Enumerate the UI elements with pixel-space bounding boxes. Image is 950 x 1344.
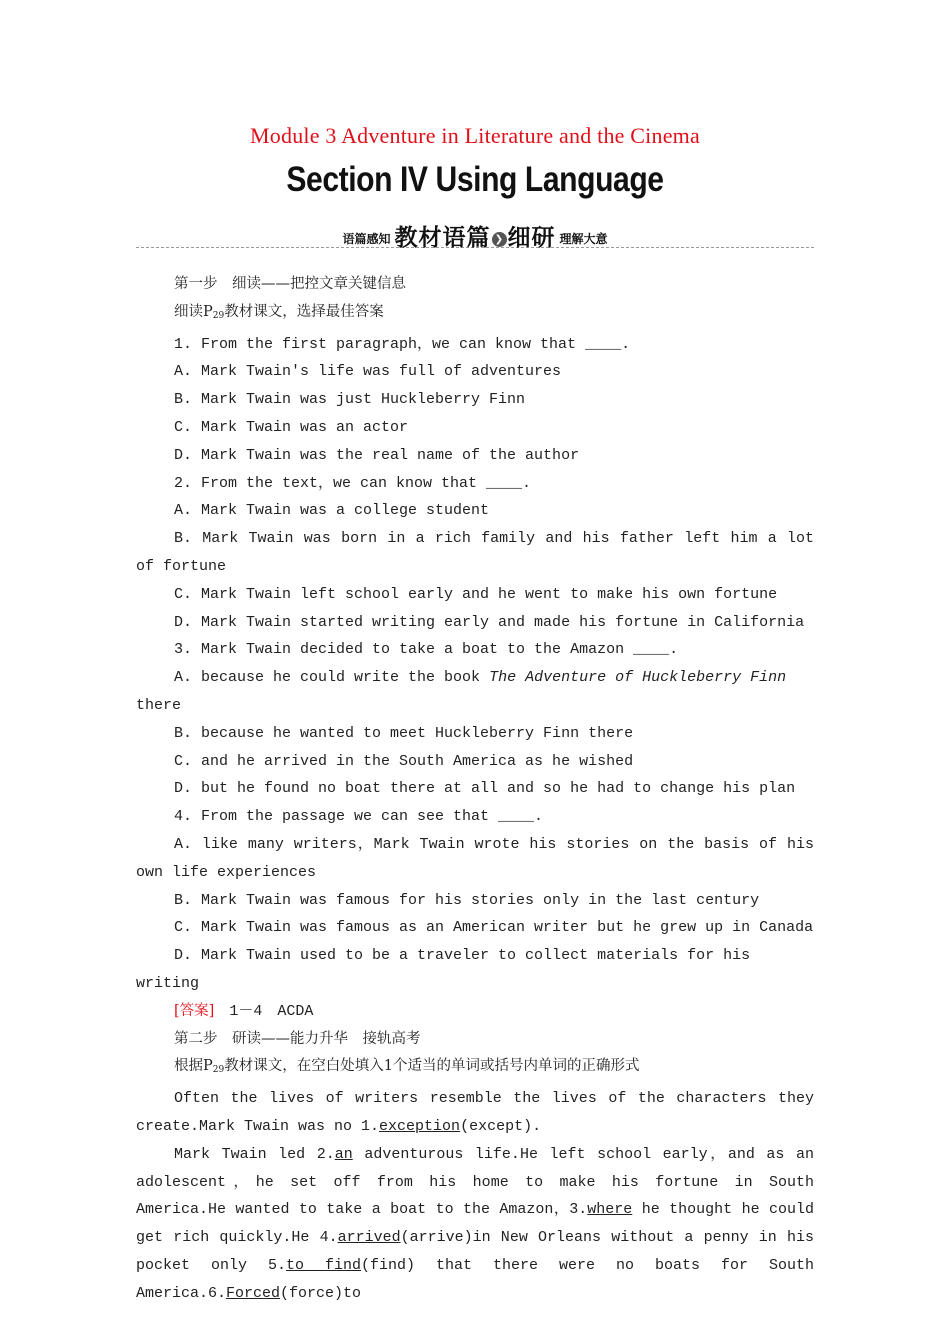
banner-left-label: 语篇感知	[342, 232, 391, 246]
q4-option-c: C. Mark Twain was famous as an American writer but he grew up in Canada	[174, 919, 814, 937]
main-content	[136, 271, 814, 1307]
q2-stem: 2. From the text，we can know that ____.	[174, 474, 532, 492]
step2-title: 第二步 研读——能力升华 接轨高考	[174, 1030, 421, 1047]
blank-5-answer: to find	[286, 1256, 361, 1274]
q2-option-a: A. Mark Twain was a college student	[174, 502, 490, 520]
q4-option-b: B. Mark Twain was famous for his stories only in the last century	[174, 891, 760, 909]
answer-text: 1－4 ACDA	[229, 1002, 314, 1020]
blank-1-answer: exception	[379, 1117, 461, 1135]
arrow-right-icon: ❯	[492, 232, 507, 247]
passage-paragraph-2: Mark Twain led 2.an adventurous life.He left school early，and as an adolescent，he set off from his home to make his fortune in South America.He wanted to take a boat to the Amazon，3.where he thought he could get rich quickly.He 4.arrived(arrive)in New Orleans without a penny in his pocket only 5.to find(find) that there were no boats for South America.6.Forced(force)to	[136, 1145, 815, 1302]
module-title: Module 3 Adventure in Literature and the Cinema	[250, 123, 700, 148]
q3-option-b: B. because he wanted to meet Huckleberry Finn there	[174, 724, 634, 742]
q3-option-a: A. because he could write the book The Adventure of Huckleberry Finn there	[136, 669, 787, 714]
blank-2-answer: an	[334, 1145, 353, 1163]
answer-label: [答案]	[174, 1002, 215, 1019]
banner-main-label-a: 教材语篇	[394, 225, 491, 251]
banner-main-label-b: 细研	[507, 225, 556, 251]
q1-option-a: A. Mark Twain's life was full of adventures	[174, 363, 562, 381]
q4-stem: 4. From the passage we can see that ____.	[174, 808, 544, 826]
section-title: Section IV Using Language	[286, 160, 664, 199]
q2-option-c: C. Mark Twain left school early and he went to make his own fortune	[174, 585, 778, 603]
q1-option-b: B. Mark Twain was just Huckleberry Finn	[174, 391, 526, 409]
answer-line	[136, 998, 814, 1026]
section-banner	[136, 219, 814, 253]
book-title: The Adventure of Huckleberry Finn	[489, 669, 787, 687]
q3-option-d: D. but he found no boat there at all and so he had to change his plan	[174, 780, 796, 798]
q1-stem: 1. From the first paragraph，we can know that ____.	[174, 335, 631, 353]
blank-3-answer: where	[587, 1201, 633, 1219]
q2-option-b: B. Mark Twain was born in a rich family and his father left him a lot of fortune	[136, 530, 814, 575]
q1-option-c: C. Mark Twain was an actor	[174, 418, 409, 436]
q4-option-d: D. Mark Twain used to be a traveler to collect materials for his writing	[136, 947, 751, 992]
step1-title: 第一步 细读——把控文章关键信息	[174, 276, 406, 292]
blank-4-answer: arrived	[337, 1229, 401, 1247]
blank-6-answer: Forced	[226, 1284, 281, 1302]
q3-stem: 3. Mark Twain decided to take a boat to the Amazon ____.	[174, 641, 679, 659]
step2-instruction: 根据$P_{29}$教材课文，在空白处填入1个适当的单词或括号内单词的正确形式	[174, 1058, 640, 1076]
banner-right-label: 理解大意	[559, 232, 608, 246]
q1-option-d: D. Mark Twain was the real name of the author	[174, 446, 580, 464]
q2-option-d: D. Mark Twain started writing early and made his fortune in California	[174, 613, 805, 631]
step1-instruction: 细读$P_{29}$教材课文，选择最佳答案	[174, 303, 384, 321]
passage-paragraph-1: Often the lives of writers resemble the lives of the characters they create.Mark Twain was no 1.exception(except).	[136, 1090, 814, 1135]
q3-option-c: C. and he arrived in the South America as he wished	[174, 752, 634, 770]
q4-option-a: A. like many writers，Mark Twain wrote his stories on the basis of his own life experiences	[136, 835, 814, 881]
